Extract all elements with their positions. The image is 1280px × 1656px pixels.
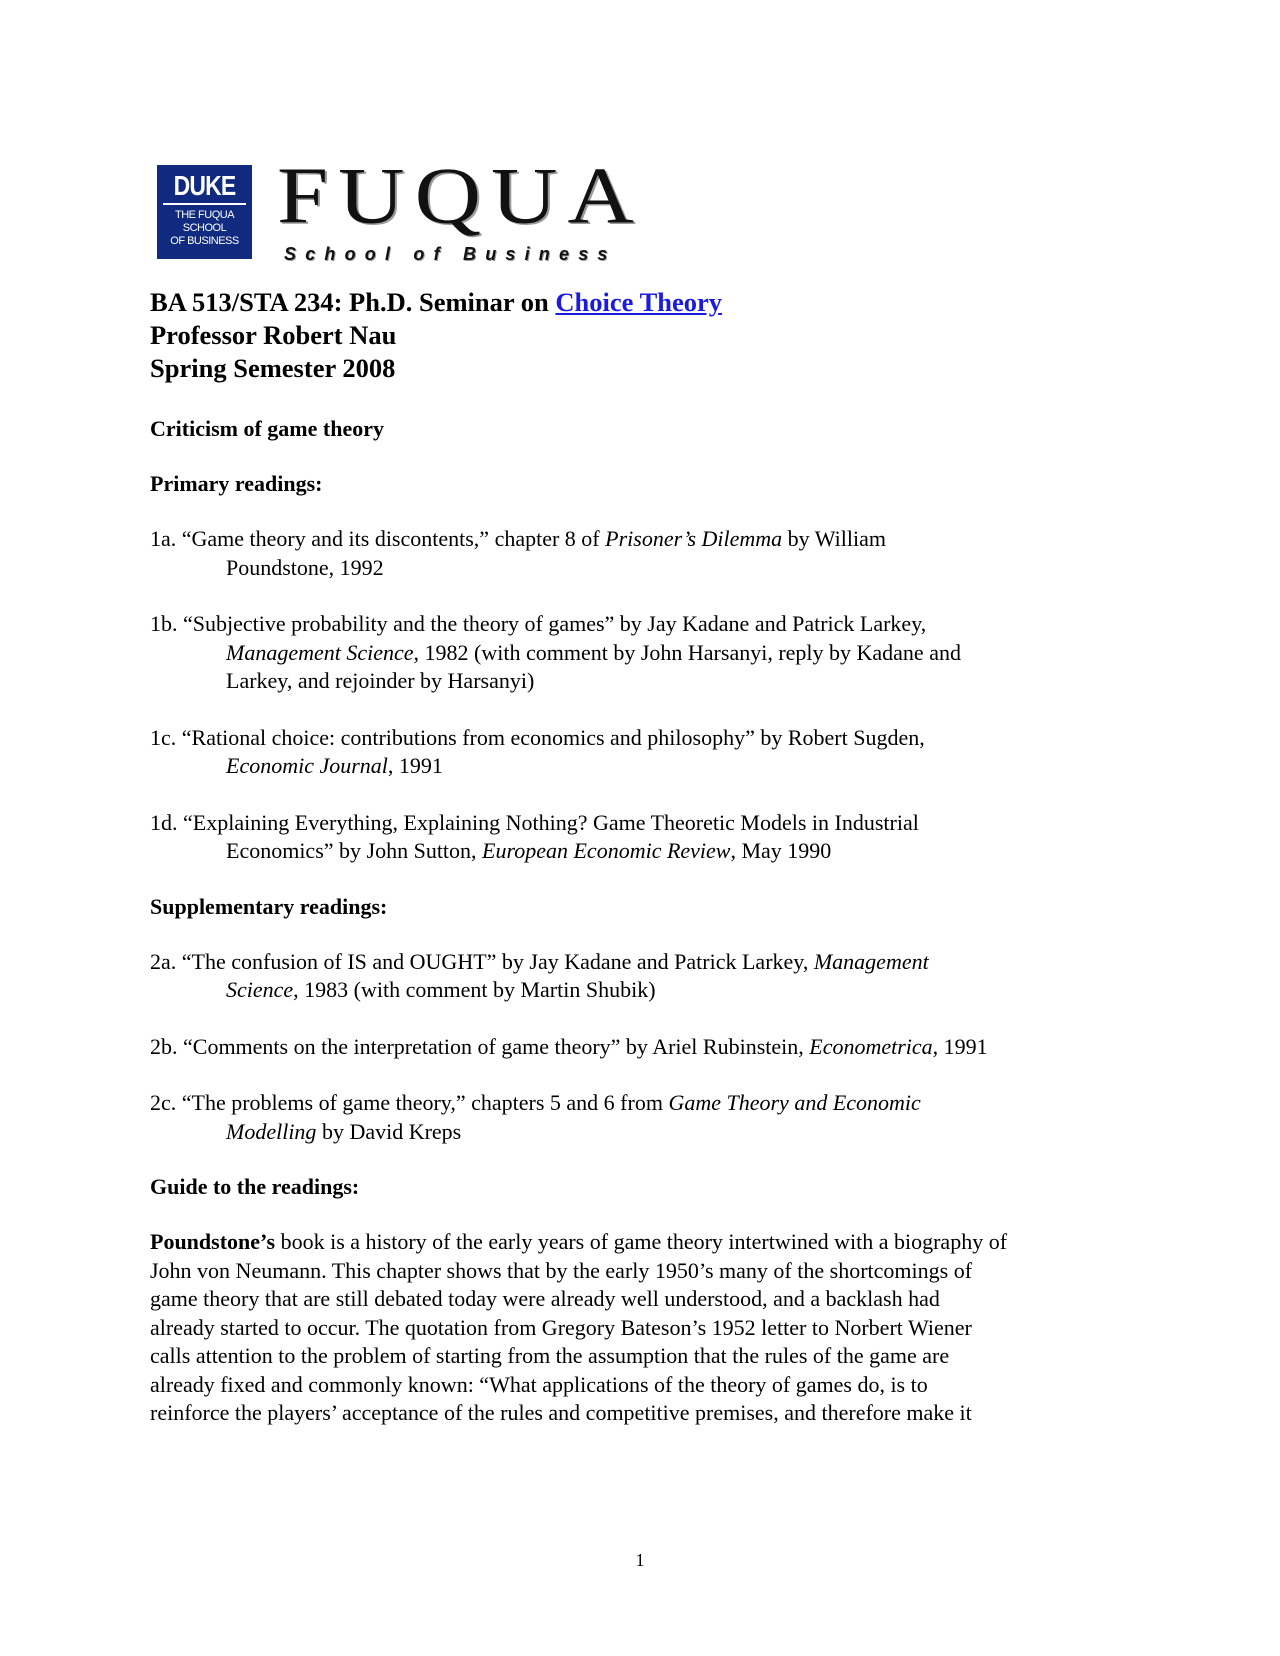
- reading-text: , 1983 (with comment by Martin Shubik): [293, 977, 656, 1002]
- reading-text: “The confusion of IS and OUGHT” by Jay Kadane and Patrick Larkey,: [176, 948, 814, 974]
- reading-number: 2c.: [150, 1090, 177, 1115]
- reading-source: Game Theory and Economic: [668, 1090, 921, 1115]
- reading-continuation: [150, 1118, 1140, 1147]
- reading-source: Science: [226, 977, 294, 1002]
- guide-line: calls attention to the problem of starting from the assumption that the rules of the game are: [150, 1343, 950, 1368]
- reading-continuation: [150, 639, 1140, 668]
- reading-source: Modelling: [226, 1118, 317, 1144]
- reading-text: by William: [782, 526, 886, 551]
- reading-source: Economic Journal: [226, 753, 388, 778]
- primary-readings-heading: Primary readings:: [150, 471, 323, 496]
- reading-text: Larkey, and rejoinder by Harsanyi): [226, 668, 535, 693]
- fuqua-logo: [157, 150, 647, 267]
- duke-divider: [163, 203, 246, 205]
- duke-subtitle-2: SCHOOL: [182, 222, 227, 234]
- reading-text: “The problems of game theory,” chapters 5 and 6 from: [176, 1090, 669, 1115]
- guide-heading: Guide to the readings:: [150, 1174, 360, 1199]
- course-title: [150, 286, 1140, 319]
- fuqua-wordmark: FUQUA: [277, 150, 644, 240]
- duke-subtitle-3: OF BUSINESS: [170, 235, 239, 247]
- reading-text: Poundstone, 1992: [226, 554, 384, 580]
- reading-text: , 1991: [932, 1033, 988, 1059]
- duke-subtitle-1: THE FUQUA: [174, 209, 235, 221]
- semester: Spring Semester 2008: [150, 353, 396, 383]
- reading-number: 2b.: [150, 1033, 178, 1059]
- guide-paragraph: [150, 1228, 1140, 1428]
- guide-author: Poundstone’s: [150, 1229, 276, 1254]
- guide-line: book is a history of the early years of game theory intertwined with a biography of: [275, 1229, 1008, 1254]
- reading-1b: [150, 610, 1140, 696]
- reading-number: 1d.: [150, 809, 178, 835]
- reading-1a: [150, 525, 1140, 582]
- guide-line: already fixed and commonly known: “What applications of the theory of games do, is to: [150, 1371, 928, 1397]
- course-title-text: BA 513/STA 234: Ph.D. Seminar on: [150, 287, 556, 317]
- reading-2b: [150, 1033, 1140, 1062]
- reading-text: “Explaining Everything, Explaining Nothing? Game Theoretic Models in Industrial: [177, 809, 919, 835]
- reading-continuation: [150, 837, 1140, 866]
- reading-1c: [150, 724, 1140, 781]
- reading-text: , 1982 (with comment by John Harsanyi, reply by Kadane and: [413, 639, 961, 665]
- reading-number: 2a.: [150, 948, 177, 974]
- reading-source: Econometrica: [809, 1033, 933, 1059]
- reading-text: “Comments on the interpretation of game theory” by Ariel Rubinstein,: [177, 1033, 810, 1059]
- reading-text: by David Kreps: [316, 1118, 462, 1144]
- reading-1d: [150, 809, 1140, 866]
- reading-number: 1b.: [150, 611, 178, 636]
- reading-2a: [150, 948, 1140, 1005]
- choice-theory-link[interactable]: Choice Theory: [555, 287, 723, 317]
- reading-text: “Game theory and its discontents,” chapter 8 of: [176, 526, 606, 551]
- guide-line: already started to occur. The quotation from Gregory Bateson’s 1952 letter to Norbert Wiener: [150, 1314, 972, 1340]
- reading-source: Management: [813, 948, 929, 974]
- document-body: [150, 286, 1140, 1428]
- duke-logo-box: [157, 165, 252, 259]
- reading-source: European Economic Review: [482, 838, 731, 863]
- reading-continuation: [150, 752, 1140, 781]
- guide-line: game theory that are still debated today were already well understood, and a backlash had: [150, 1286, 940, 1311]
- reading-text: , May 1990: [730, 838, 832, 863]
- topic-heading: Criticism of game theory: [150, 416, 384, 441]
- duke-wordmark: DUKE: [173, 170, 236, 201]
- reading-number: 1c.: [150, 724, 177, 750]
- reading-text: , 1991: [387, 753, 443, 778]
- supplementary-readings-heading: Supplementary readings:: [150, 893, 388, 919]
- guide-line: John von Neumann. This chapter shows that by the early 1950’s many of the shortcomings of: [150, 1257, 973, 1283]
- reading-continuation: [150, 976, 1140, 1005]
- reading-source: Prisoner’s Dilemma: [605, 526, 783, 551]
- page-number: 1: [635, 1550, 645, 1570]
- guide-line: reinforce the players’ acceptance of the rules and competitive premises, and therefore make it: [150, 1400, 972, 1425]
- professor-name: Professor Robert Nau: [150, 320, 397, 350]
- reading-text: “Subjective probability and the theory of games” by Jay Kadane and Patrick Larkey,: [177, 611, 927, 636]
- reading-number: 1a.: [150, 526, 177, 551]
- reading-source: Management Science: [226, 639, 414, 665]
- school-of-business-wordmark: School of Business: [284, 244, 617, 264]
- reading-2c: [150, 1089, 1140, 1146]
- reading-text: “Rational choice: contributions from economics and philosophy” by Robert Sugden,: [176, 724, 925, 750]
- reading-text: Economics” by John Sutton,: [226, 838, 483, 863]
